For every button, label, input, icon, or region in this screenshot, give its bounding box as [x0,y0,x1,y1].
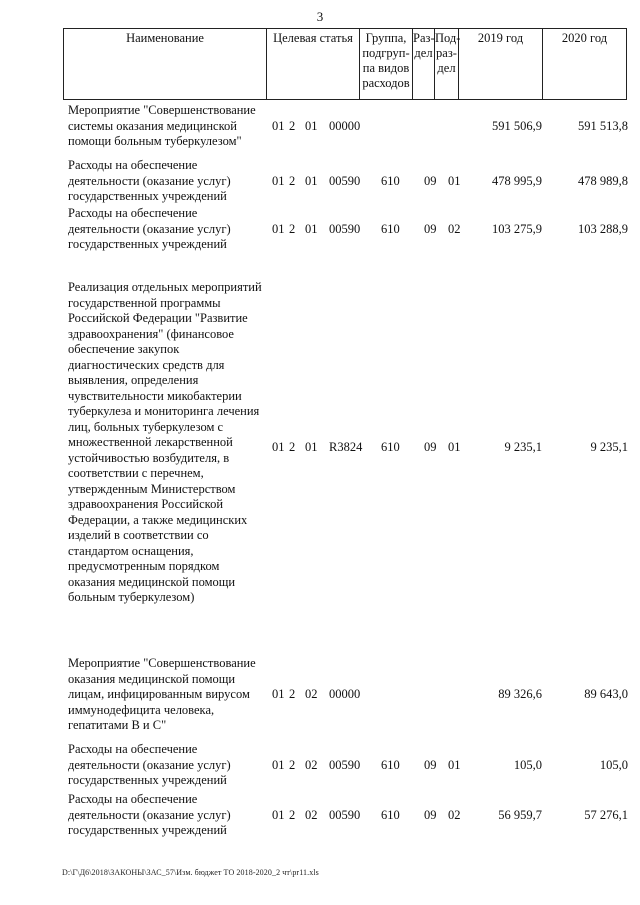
cell-subsection: 01 [448,440,461,454]
cell-2020: 103 288,9 [578,222,628,236]
cell-group: 610 [381,758,400,772]
cell-subsection: 02 [448,808,461,822]
cell-event: 02 [305,687,318,701]
cell-subprogram: 2 [289,174,296,188]
cell-program: 01 [272,687,285,701]
cell-subprogram: 2 [289,808,296,822]
row-name: Мероприятие "Совершенствование системы оказания медицинской помощи больным туберкулезом" [68,103,256,148]
cell-event: 01 [305,119,318,133]
header-group: Группа, подгруп- па видов расходов [360,29,413,100]
cell-direction: R3824 [329,440,363,454]
cell-subsection: 02 [448,222,461,236]
header-name: Наименование [64,29,267,100]
cell-subprogram: 2 [289,119,296,133]
table-header [63,28,627,100]
header-target-article: Целевая статья [267,29,360,100]
cell-2019: 9 235,1 [504,440,542,454]
cell-event: 01 [305,174,318,188]
cell-subsection: 01 [448,174,461,188]
cell-program: 01 [272,222,285,236]
row-name: Реализация отдельных мероприятий государственной программы Российской Федерации "Развитие здравоохранения" (финансовое обеспечение закупок диагностических средств для выявления, определения чувствительности микобактерии туберкулеза и мониторинга лечения лиц, больных туберкулезом с множественной лекарственной устойчивостью возбудителя, в соответствии с перечнем, утвержденным Министерством здравоохранения Российской Федерации, а также медицинских изделий в соответствии со стандартом оснащения, предусмотренным порядком оказания медицинской помощи больным туберкулезом) [68,280,262,604]
cell-subprogram: 2 [289,758,296,772]
cell-section: 09 [424,222,437,236]
cell-section: 09 [424,440,437,454]
file-path-footer: D:\Г\Д6\2018\ЗАКОНЫ\ЗАС_57\Изм. бюджет ТО 2018-2020_2 чт\pr11.xls [62,868,319,877]
cell-program: 01 [272,440,285,454]
cell-2019: 105,0 [513,758,542,772]
cell-direction: 00590 [329,758,361,772]
cell-group: 610 [381,174,400,188]
cell-2020: 89 643,0 [584,687,628,701]
cell-program: 01 [272,174,285,188]
cell-group: 610 [381,222,400,236]
cell-direction: 00590 [329,808,361,822]
cell-group: 610 [381,808,400,822]
cell-2019: 103 275,9 [492,222,542,236]
cell-subprogram: 2 [289,440,296,454]
cell-event: 02 [305,758,318,772]
row-name: Расходы на обеспечение деятельности (оказание услуг) государственных учреждений [68,158,231,203]
cell-2020: 9 235,1 [590,440,628,454]
cell-direction: 00590 [329,174,361,188]
cell-event: 01 [305,222,318,236]
cell-direction: 00000 [329,119,361,133]
page-number: 3 [316,9,324,24]
cell-direction: 00590 [329,222,361,236]
header-section: Раз- дел [413,29,435,100]
cell-event: 02 [305,808,318,822]
cell-program: 01 [272,808,285,822]
cell-program: 01 [272,758,285,772]
row-name: Расходы на обеспечение деятельности (оказание услуг) государственных учреждений [68,742,231,787]
cell-2020: 57 276,1 [584,808,628,822]
header-year-2019: 2019 год [459,29,543,100]
cell-2020: 478 989,8 [578,174,628,188]
header-subsection: Под- раз- дел [435,29,459,100]
row-name: Расходы на обеспечение деятельности (оказание услуг) государственных учреждений [68,792,231,837]
cell-subprogram: 2 [289,222,296,236]
cell-section: 09 [424,808,437,822]
cell-2020: 591 513,8 [578,119,628,133]
cell-event: 01 [305,440,318,454]
cell-2019: 56 959,7 [498,808,542,822]
cell-subprogram: 2 [289,687,296,701]
cell-2019: 478 995,9 [492,174,542,188]
row-name: Расходы на обеспечение деятельности (оказание услуг) государственных учреждений [68,206,231,251]
cell-2020: 105,0 [599,758,628,772]
cell-program: 01 [272,119,285,133]
cell-section: 09 [424,758,437,772]
cell-2019: 591 506,9 [492,119,542,133]
cell-2019: 89 326,6 [498,687,542,701]
cell-group: 610 [381,440,400,454]
row-name: Мероприятие "Совершенствование оказания медицинской помощи лицам, инфицированным вирусом иммунодефицита человека, гепатитами В и С" [68,656,256,732]
cell-subsection: 01 [448,758,461,772]
header-year-2020: 2020 год [543,29,627,100]
cell-section: 09 [424,174,437,188]
cell-direction: 00000 [329,687,361,701]
